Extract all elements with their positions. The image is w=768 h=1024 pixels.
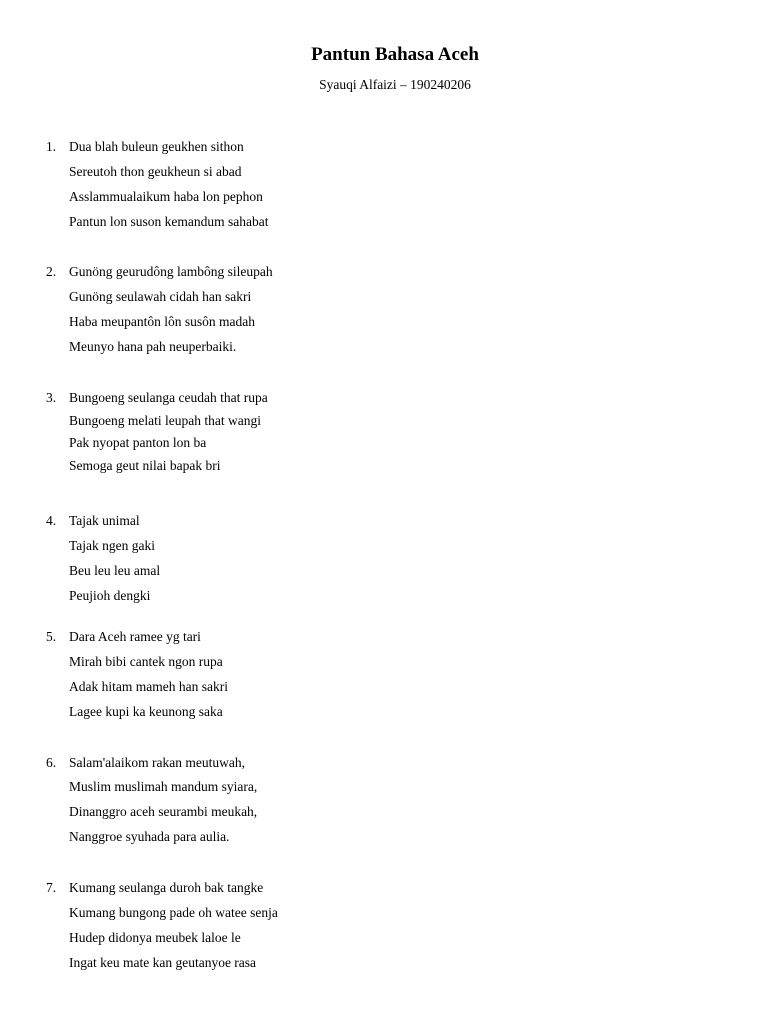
- stanza-line: Mirah bibi cantek ngon rupa: [69, 654, 223, 669]
- stanza-line: Dua blah buleun geukhen sithon: [69, 139, 244, 154]
- stanza-line: Dara Aceh ramee yg tari: [69, 629, 201, 644]
- stanza-number: 5.: [46, 629, 57, 644]
- stanza-line: Muslim muslimah mandum syiara,: [69, 779, 258, 794]
- stanza-line: Salam'alaikom rakan meutuwah,: [69, 755, 246, 770]
- document-title: Pantun Bahasa Aceh: [311, 44, 479, 65]
- stanza-line: Gunöng seulawah cidah han sakri: [69, 289, 252, 304]
- stanza-number: 4.: [46, 513, 57, 528]
- stanza-line: Sereutoh thon geukheun si abad: [69, 164, 242, 179]
- stanza-line: Pak nyopat panton lon ba: [69, 435, 207, 450]
- stanza-line: Haba meupantôn lôn susôn madah: [69, 314, 255, 329]
- stanza-line: Tajak unimal: [69, 513, 140, 528]
- stanza-line: Adak hitam mameh han sakri: [69, 679, 228, 694]
- stanza-number: 1.: [46, 139, 57, 154]
- stanza-line: Bungoeng seulanga ceudah that rupa: [69, 390, 268, 405]
- stanza-line: Peujioh dengki: [69, 588, 151, 603]
- stanza-line: Asslammualaikum haba lon pephon: [69, 189, 263, 204]
- stanza-line: Ingat keu mate kan geutanyoe rasa: [69, 955, 257, 970]
- stanza-line: Hudep didonya meubek laloe le: [69, 930, 241, 945]
- stanza-line: Kumang bungong pade oh watee senja: [69, 905, 278, 920]
- stanza-line: Nanggroe syuhada para aulia.: [69, 829, 230, 844]
- stanza-line: Meunyo hana pah neuperbaiki.: [69, 339, 237, 354]
- stanza-line: Tajak ngen gaki: [69, 538, 156, 553]
- stanza-line: Bungoeng melati leupah that wangi: [69, 413, 261, 428]
- stanza-line: Pantun lon suson kemandum sahabat: [69, 214, 269, 229]
- stanza-number: 2.: [46, 264, 57, 279]
- stanza-line: Lagee kupi ka keunong saka: [69, 704, 223, 719]
- stanza-number: 6.: [46, 755, 57, 770]
- stanza-line: Dinanggro aceh seurambi meukah,: [69, 804, 258, 819]
- stanza-line: Kumang seulanga duroh bak tangke: [69, 880, 264, 895]
- stanza-number: 3.: [46, 390, 57, 405]
- stanza-line: Gunöng geurudông lambông sileupah: [69, 264, 273, 279]
- stanza-line: Semoga geut nilai bapak bri: [69, 458, 221, 473]
- stanza-line: Beu leu leu amal: [69, 563, 161, 578]
- document-author: Syauqi Alfaizi – 190240206: [319, 77, 471, 92]
- stanza-number: 7.: [46, 880, 57, 895]
